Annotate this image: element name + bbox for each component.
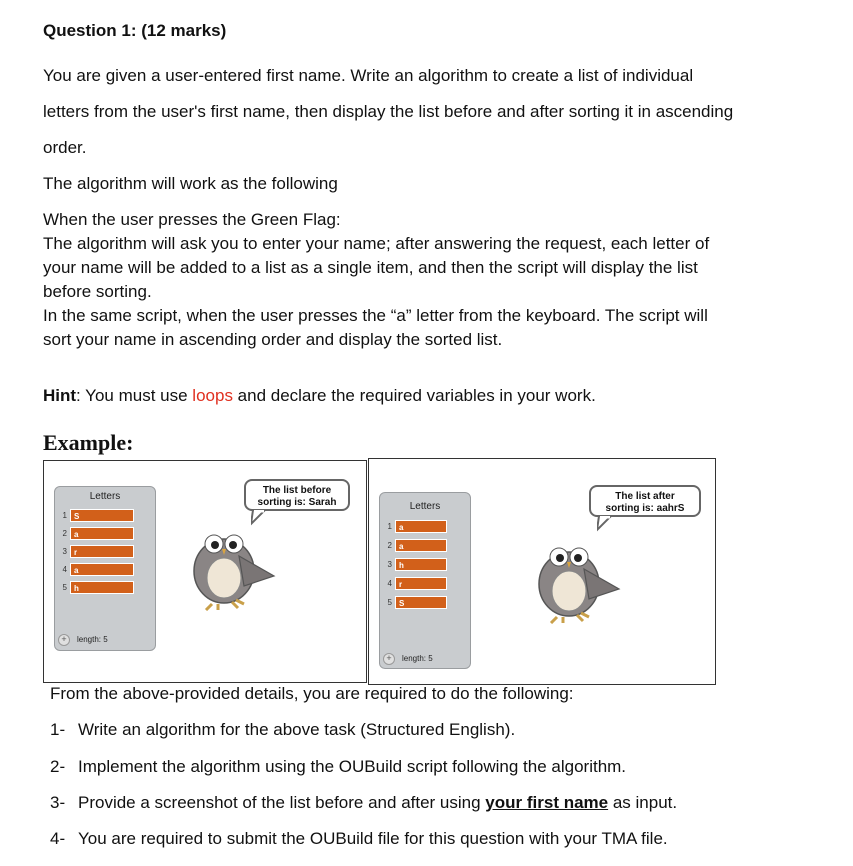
hint-label: Hint [43, 386, 77, 405]
task-1 [50, 720, 515, 740]
question-title: Question 1: (12 marks) [43, 21, 227, 40]
after-list-row [382, 536, 447, 555]
after-list-item[interactable]: h [395, 558, 447, 571]
desc-line-2: your name will be added to a list as a single item, and then the script will display the list [43, 258, 698, 277]
after-speech-bubble [589, 485, 701, 517]
before-list-row [57, 542, 134, 560]
task-3 [50, 793, 677, 813]
example-heading: Example: [43, 430, 134, 455]
before-list-row [57, 560, 134, 578]
before-length-label: length: 5 [77, 635, 108, 644]
after-row-index: 3 [387, 560, 392, 569]
task-3-bold: your first name [485, 793, 609, 812]
hint-loops: loops [192, 386, 233, 405]
hint-pre: : You must use [76, 386, 193, 405]
after-bubble-tail-icon [597, 516, 615, 532]
task-1-number: 1- [50, 720, 66, 739]
green-flag-line: When the user presses the Green Flag: [43, 210, 341, 229]
before-list-item[interactable]: h [70, 581, 134, 594]
before-add-item-icon[interactable]: + [58, 634, 70, 646]
after-list-item[interactable]: S [395, 596, 447, 609]
after-row-index: 4 [387, 579, 392, 588]
desc-line-1: The algorithm will ask you to enter your name; after answering the request, each letter of [43, 234, 710, 253]
before-row-index: 3 [62, 546, 67, 556]
intro-line-3: order. [43, 138, 87, 157]
desc-line-3: before sorting. [43, 282, 152, 301]
owl-sprite-icon [529, 529, 624, 624]
task-3-post: as input. [608, 793, 678, 812]
task-1-text: Write an algorithm for the above task (Structured English). [78, 720, 516, 739]
before-list-item[interactable]: a [70, 563, 134, 576]
task-2-number: 2- [50, 757, 66, 776]
task-2 [50, 757, 626, 777]
before-list-item[interactable]: r [70, 545, 134, 558]
hint-line [43, 384, 803, 408]
before-list-row [57, 506, 134, 524]
task-3-pre: Provide a screenshot of the list before and after using [78, 793, 486, 812]
example-before-panel [43, 460, 367, 683]
after-list-row [382, 593, 447, 612]
before-speech-bubble [244, 479, 350, 511]
before-list-item[interactable]: a [70, 527, 134, 540]
after-list-row [382, 574, 447, 593]
before-bubble-line-2: sorting is: Sarah [257, 497, 337, 508]
after-length-label: length: 5 [402, 654, 433, 663]
task-4-number: 4- [50, 829, 66, 848]
after-row-index: 1 [387, 522, 392, 531]
intro-line-2: letters from the user's first name, then display the list before and after sorting it in ascending [43, 102, 734, 121]
before-bubble-tail-icon [251, 510, 269, 526]
after-list-item[interactable]: r [395, 577, 447, 590]
intro-line-1: You are given a user-entered first name. Write an algorithm to create a list of individual [43, 66, 694, 85]
after-list-row [382, 555, 447, 574]
after-row-index: 5 [387, 598, 392, 607]
desc-line-4: In the same script, when the user presses the “a” letter from the keyboard. The script will [43, 306, 708, 325]
after-list-row [382, 517, 447, 536]
before-bubble-line-1: The list before [262, 485, 332, 496]
after-list-title: Letters [409, 501, 441, 512]
before-list-monitor [54, 486, 156, 651]
tasks-intro: From the above-provided details, you are required to do the following: [50, 684, 574, 703]
intro-paragraph [43, 64, 803, 160]
task-4 [50, 829, 668, 849]
before-list-row [57, 578, 134, 596]
desc-line-5: sort your name in ascending order and display the sorted list. [43, 330, 503, 349]
after-list-monitor [379, 492, 471, 669]
before-row-index: 5 [62, 582, 67, 592]
after-bubble-line-1: The list after [615, 491, 675, 502]
after-add-item-icon[interactable]: + [383, 653, 395, 665]
owl-sprite-icon [184, 516, 279, 611]
before-list-title: Letters [89, 491, 121, 502]
after-list-rows [382, 517, 447, 612]
before-list-rows [57, 506, 134, 596]
task-3-number: 3- [50, 793, 66, 812]
after-bubble-line-2: sorting is: aahrS [605, 503, 685, 514]
before-list-item[interactable]: S [70, 509, 134, 522]
description-block [43, 208, 803, 352]
work-line: The algorithm will work as the following [43, 174, 338, 193]
before-row-index: 4 [62, 564, 67, 574]
before-list-row [57, 524, 134, 542]
example-after-panel [368, 458, 716, 685]
task-4-text: You are required to submit the OUBuild file for this question with your TMA file. [78, 829, 668, 848]
after-row-index: 2 [387, 541, 392, 550]
after-list-item[interactable]: a [395, 520, 447, 533]
hint-post: and declare the required variables in your work. [232, 386, 596, 405]
after-list-item[interactable]: a [395, 539, 447, 552]
task-2-text: Implement the algorithm using the OUBuild script following the algorithm. [78, 757, 627, 776]
before-row-index: 2 [62, 528, 67, 538]
before-row-index: 1 [62, 510, 67, 520]
